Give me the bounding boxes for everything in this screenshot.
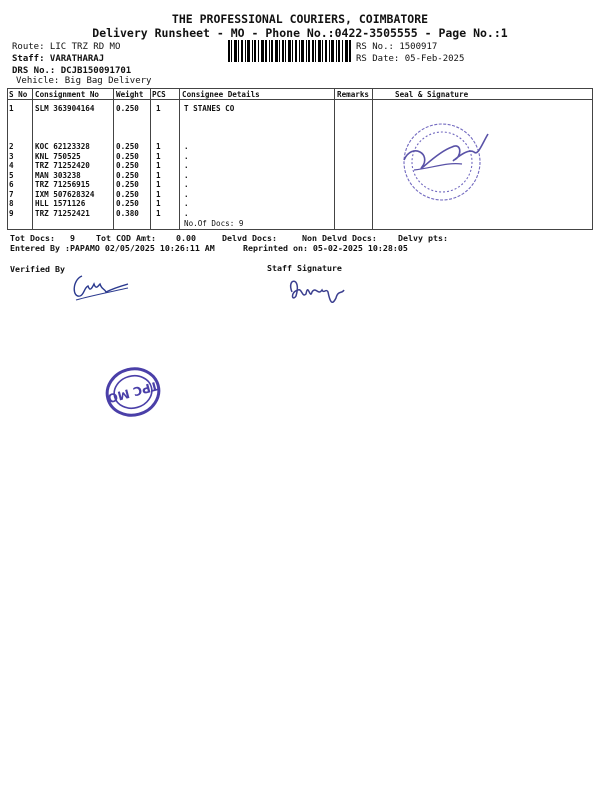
entered-by: Entered By :PAPAMO 02/05/2025 10:26:11 AM [10, 243, 215, 253]
column-header: Weight [116, 90, 144, 99]
tpc-mo-stamp [98, 362, 168, 422]
row-consignment: TRZ 71256915 [35, 180, 90, 189]
col-divider [113, 88, 114, 229]
verified-signature [70, 270, 132, 306]
row-pcs: 1 [156, 180, 161, 189]
row-consignee: T STANES CO [184, 104, 235, 113]
company-name: THE PROFESSIONAL COURIERS, COIMBATORE [171, 12, 429, 26]
tot-docs-value: 9 [70, 233, 75, 243]
row-consignment: TRZ 71252421 [35, 209, 90, 218]
row-pcs: 1 [156, 171, 161, 180]
row-consignment: SLM 363904164 [35, 104, 95, 113]
tot-cod-value: 0.00 [176, 233, 196, 243]
row-consignee: . [184, 190, 189, 199]
delvd-docs: Delvd Docs: [222, 233, 277, 243]
reprinted-on: Reprinted on: 05-02-2025 10:28:05 [243, 243, 408, 253]
staff-text: Staff: VARATHARAJ [12, 54, 105, 64]
row-weight: 0.380 [116, 209, 139, 218]
row-sno: 3 [9, 152, 14, 161]
row-weight: 0.250 [116, 199, 139, 208]
row-consignee: . [184, 161, 189, 170]
row-weight: 0.250 [116, 190, 139, 199]
row-consignment: IXM 507628324 [35, 190, 95, 199]
runsheet-title: Delivery Runsheet - MO - Phone No.:0422-3505555 - Page No.:1 [92, 26, 508, 40]
row-consignment: MAN 303238 [35, 171, 81, 180]
stamp-text: TPC MO [106, 378, 160, 406]
tot-docs-label: Tot Docs: [10, 233, 55, 243]
row-pcs: 1 [156, 190, 161, 199]
delvy-pts: Delvy pts: [398, 233, 448, 243]
column-header: Consignment No [35, 90, 100, 99]
row-weight: 0.250 [116, 161, 139, 170]
table-bottom-border [7, 229, 593, 230]
seal-stamp [392, 112, 502, 207]
column-header: PCS [152, 90, 166, 99]
tot-cod-label: Tot COD Amt: [96, 233, 156, 243]
table-right-border [592, 88, 593, 229]
row-consignee: . [184, 180, 189, 189]
row-consignee: . [184, 209, 189, 218]
route-text: Route: LIC TRZ RD MO [12, 42, 121, 52]
row-consignment: KNL 750525 [35, 152, 81, 161]
row-sno: 5 [9, 171, 14, 180]
row-pcs: 1 [156, 142, 161, 151]
row-consignment: HLL 1571126 [35, 199, 86, 208]
row-sno: 7 [9, 190, 14, 199]
vehicle-text: Vehicle: Big Bag Delivery [16, 76, 152, 86]
table-left-border [7, 88, 8, 229]
row-sno: 6 [9, 180, 14, 189]
col-divider [179, 88, 180, 229]
column-header: Consignee Details [182, 90, 260, 99]
row-weight: 0.250 [116, 171, 139, 180]
col-divider [150, 88, 151, 229]
row-weight: 0.250 [116, 142, 139, 151]
row-sno: 4 [9, 161, 14, 170]
row-weight: 0.250 [116, 104, 139, 113]
row-pcs: 1 [156, 209, 161, 218]
row-consignee: . [184, 152, 189, 161]
row-consignee: . [184, 171, 189, 180]
row-sno: 1 [9, 104, 14, 113]
row-sno: 9 [9, 209, 14, 218]
column-header: S No [9, 90, 28, 99]
staff-signature-label: Staff Signature [267, 263, 342, 273]
col-divider [32, 88, 33, 229]
column-header: Seal & Signature [395, 90, 469, 99]
rs-date: RS Date: 05-Feb-2025 [356, 54, 465, 64]
barcode-image [228, 40, 352, 62]
col-divider [334, 88, 335, 229]
col-divider [372, 88, 373, 229]
row-pcs: 1 [156, 199, 161, 208]
verified-by-label: Verified By [10, 264, 65, 274]
drs-number: DRS No.: DCJB150091701 [12, 66, 132, 76]
row-weight: 0.250 [116, 152, 139, 161]
row-consignment: TRZ 71252420 [35, 161, 90, 170]
rs-number: RS No.: 1500917 [356, 42, 438, 52]
row-weight: 0.250 [116, 180, 139, 189]
row-sno: 8 [9, 199, 14, 208]
row-pcs: 1 [156, 152, 161, 161]
row-pcs: 1 [156, 161, 161, 170]
row-consignee: . [184, 142, 189, 151]
staff-signature [282, 272, 352, 312]
row-sno: 2 [9, 142, 14, 151]
table-header-border [7, 99, 593, 100]
column-header: Remarks [337, 90, 370, 99]
no-of-docs: No.Of Docs: 9 [184, 219, 244, 228]
row-consignment: KOC 62123328 [35, 142, 90, 151]
row-pcs: 1 [156, 104, 161, 113]
table-top-border [7, 88, 593, 89]
non-delvd-docs: Non Delvd Docs: [302, 233, 377, 243]
row-consignee: . [184, 199, 189, 208]
